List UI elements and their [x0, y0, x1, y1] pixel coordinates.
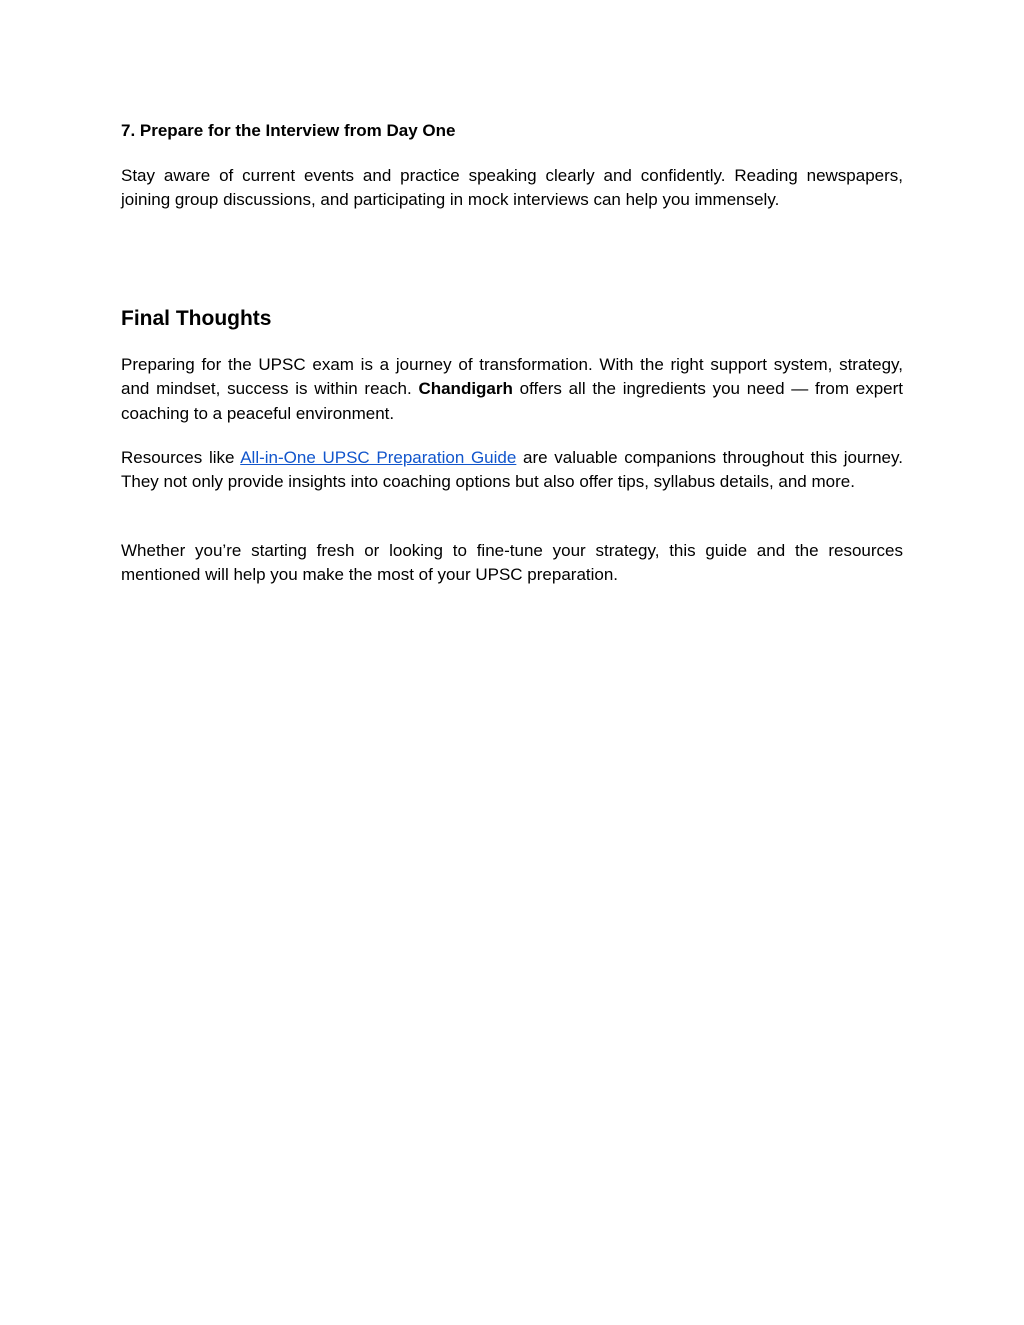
bold-city-name: Chandigarh	[418, 379, 513, 399]
interview-paragraph: Stay aware of current events and practice speaking clearly and confidently. Reading newspapers, joining group discussions, and participating in mock interviews can help you immensely.	[121, 166, 903, 210]
section-heading-interview: 7. Prepare for the Interview from Day One	[121, 121, 456, 140]
paragraph-text: Resources like	[121, 448, 235, 467]
final-thoughts-heading: Final Thoughts	[121, 307, 272, 330]
paragraph-text: offers all the ingredients you need — from expert coaching to a peaceful environment.	[121, 379, 904, 423]
final-thoughts-paragraph-2	[121, 446, 903, 495]
final-thoughts-paragraph-3: Whether you’re starting fresh or looking to fine-tune your strategy, this guide and the resources mentioned will help you make the most of your UPSC preparation.	[121, 541, 903, 585]
preparation-guide-link[interactable]: All-in-One UPSC Preparation Guide	[240, 448, 517, 467]
final-thoughts-paragraph-1	[121, 353, 903, 426]
paragraph-text: Preparing for the UPSC exam is a journey of transformation. With the right support system, strategy, and mindset, success is within reach.	[121, 355, 903, 399]
paragraph-text: are valuable companions throughout this journey. They not only provide insights into coaching options but also offer tips, syllabus details, and more.	[121, 448, 903, 492]
